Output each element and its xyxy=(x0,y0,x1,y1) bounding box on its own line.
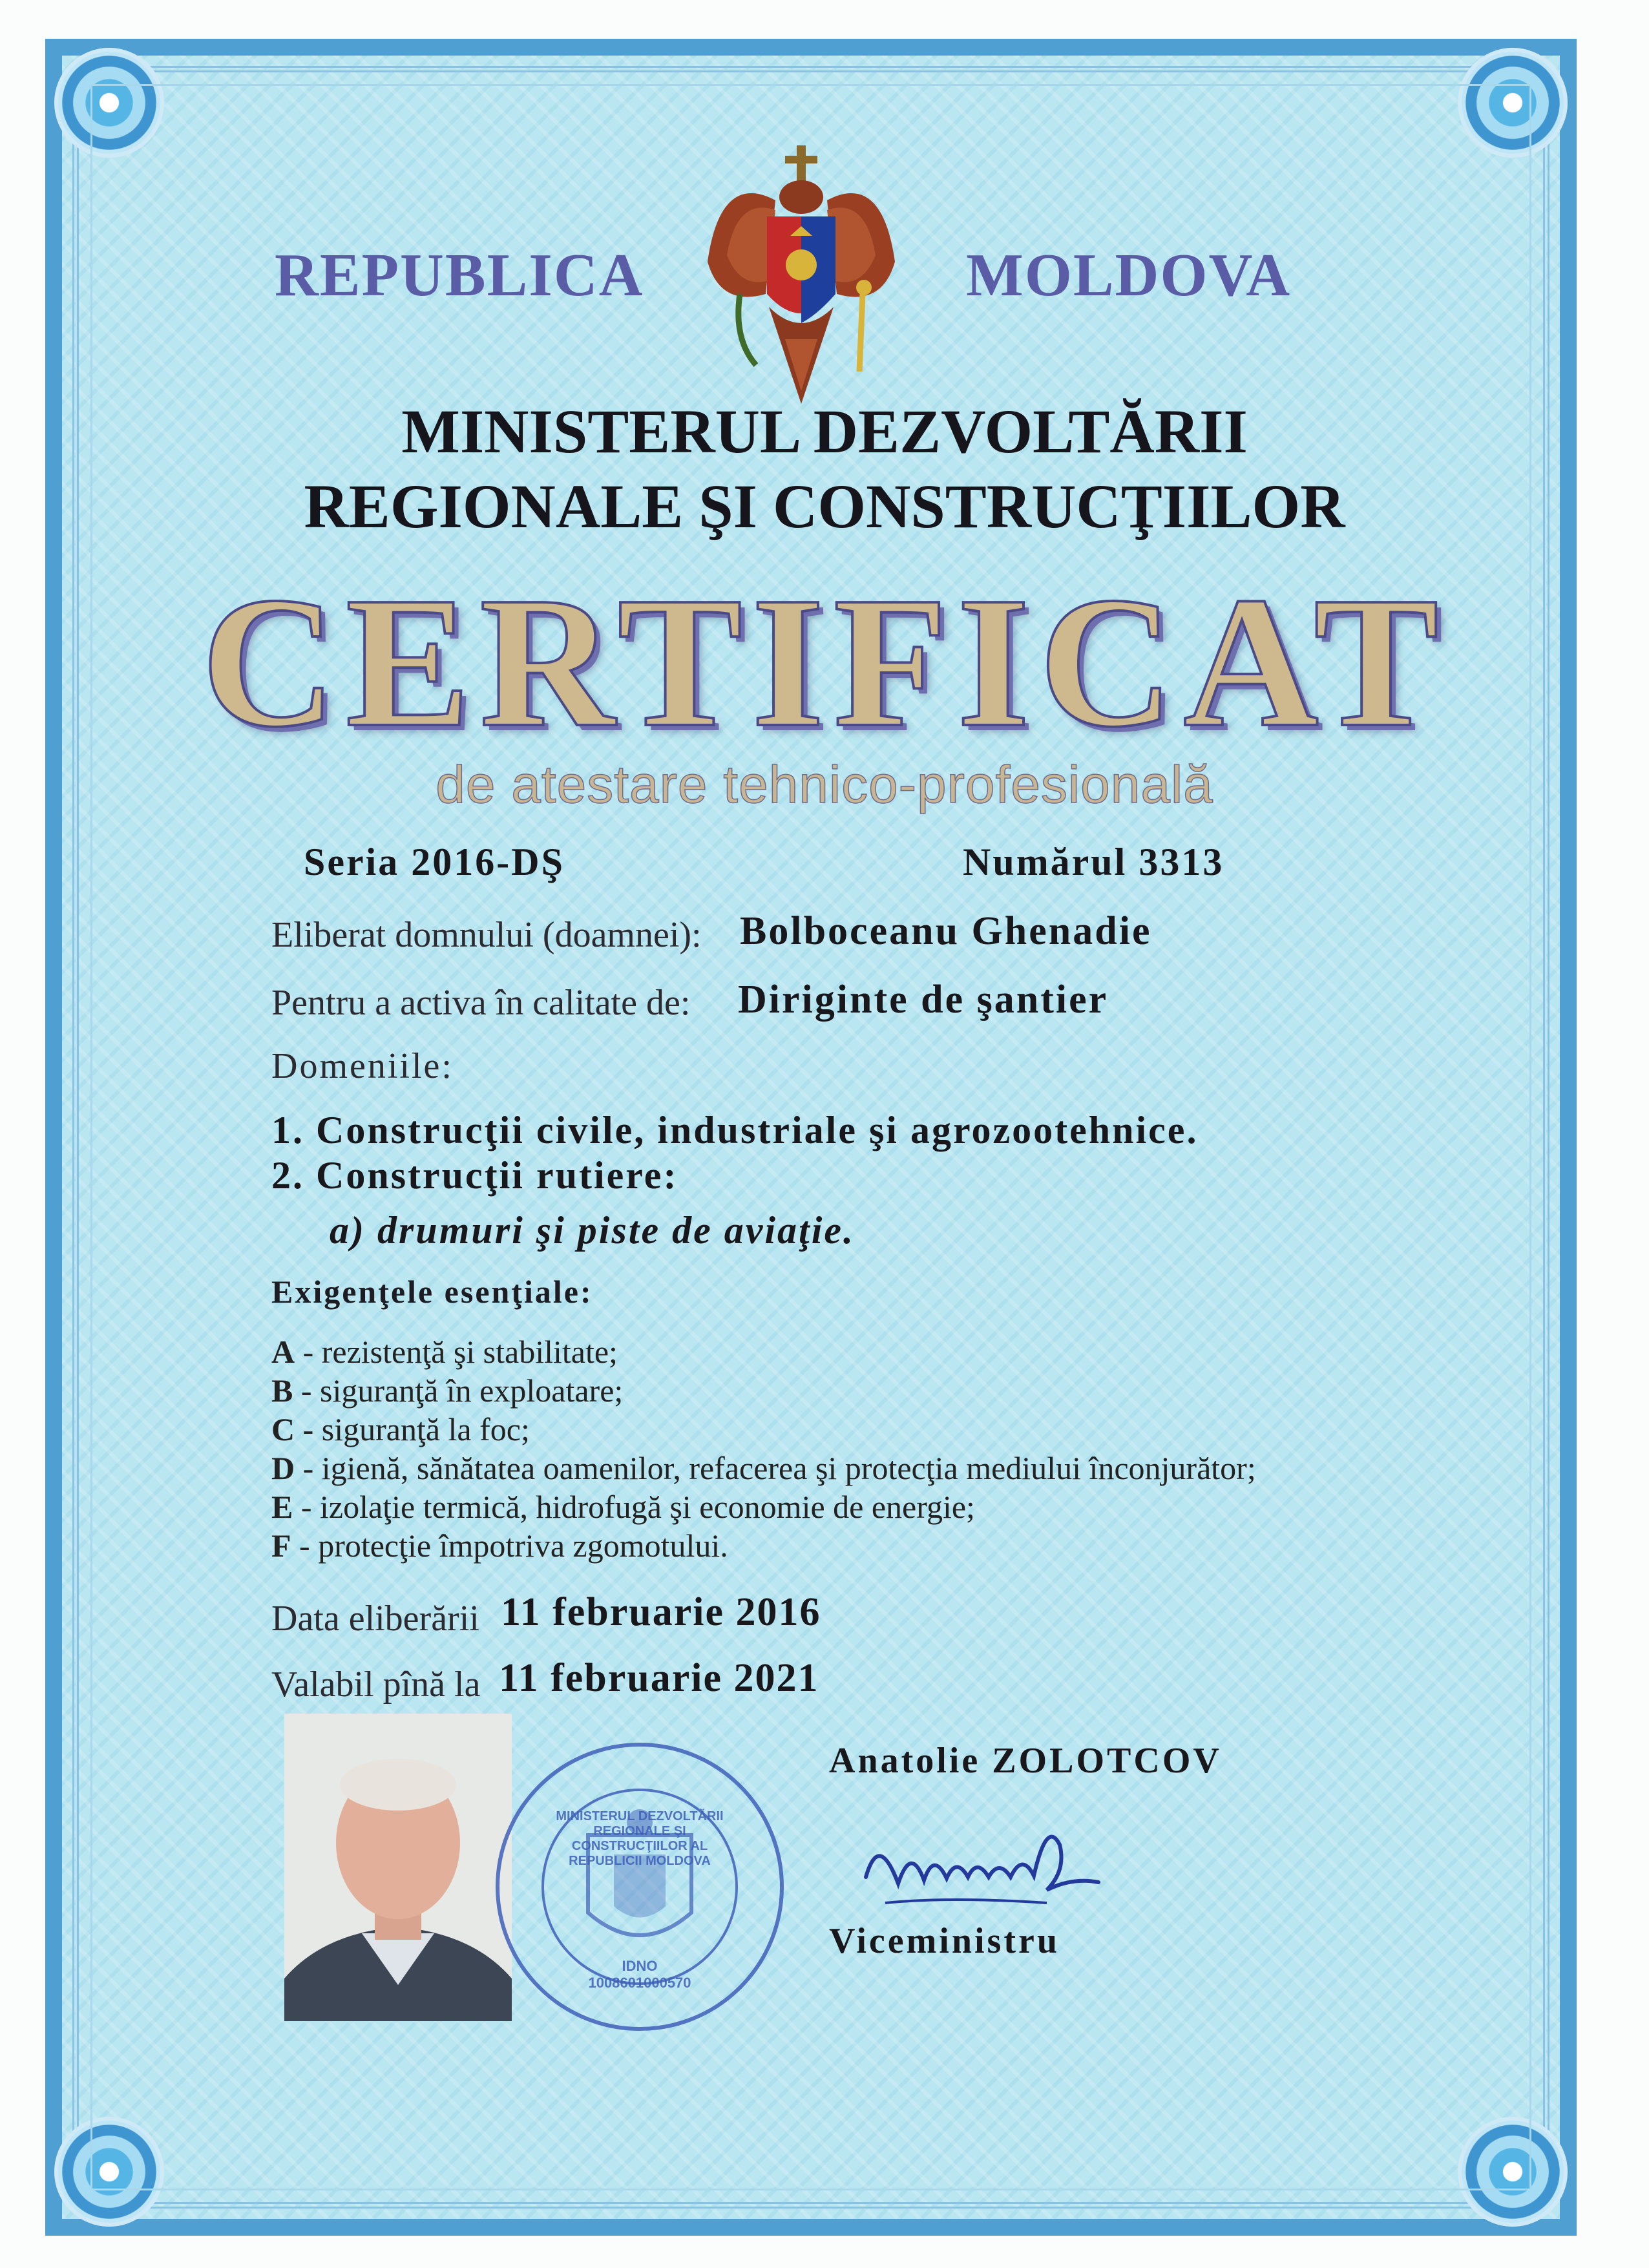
certificate-title: CERTIFICAT xyxy=(201,558,1448,766)
official-stamp xyxy=(491,1738,788,2035)
stamp-idno: IDNO 1008601000570 xyxy=(588,1958,691,1991)
requirement-d xyxy=(271,1449,1256,1487)
requirement-e xyxy=(271,1488,975,1526)
requirement-text: - izolaţie termică, hidrofugă şi economie de energie; xyxy=(293,1489,975,1525)
corner-rosette-bottom-left xyxy=(54,2117,164,2227)
signatory-name: Anatolie ZOLOTCOV xyxy=(829,1741,1222,1781)
country-right: MOLDOVA xyxy=(966,242,1292,309)
coat-of-arms-icon xyxy=(695,145,908,417)
ministry-line-1: MINISTERUL DEZVOLTĂRII xyxy=(401,397,1248,466)
corner-rosette-bottom-right xyxy=(1458,2117,1568,2227)
stamp-text: MINISTERUL DEZVOLTĂRII REGIONALE ŞI CONSTRUCŢIILOR AL REPUBLICII MOLDOVA xyxy=(556,1809,724,1868)
ministry-line-2: REGIONALE ŞI CONSTRUCŢIILOR xyxy=(304,472,1345,541)
signatory-title: Viceministru xyxy=(829,1921,1060,1961)
country-left: REPUBLICA xyxy=(275,242,644,309)
signature-mark xyxy=(853,1806,1124,1919)
requirements-label: Exigenţele esenţiale: xyxy=(271,1274,593,1310)
requirement-code: C xyxy=(271,1411,295,1447)
certificate-subtitle: de atestare tehnico-profesională xyxy=(436,755,1213,814)
role-label: Pentru a activa în calitate de: xyxy=(271,983,691,1023)
requirement-f xyxy=(271,1527,728,1564)
corner-rosette-top-left xyxy=(54,48,164,158)
requirement-code: E xyxy=(271,1489,293,1525)
issue-date-label: Data eliberării xyxy=(271,1599,479,1639)
requirement-text: - rezistenţă şi stabilitate; xyxy=(295,1334,618,1370)
certificate-number: Numărul 3313 xyxy=(963,841,1224,883)
domain-item-2a: a) drumuri şi piste de aviaţie. xyxy=(330,1209,855,1252)
requirement-c xyxy=(271,1411,530,1448)
requirement-text: - protecţie împotriva zgomotului. xyxy=(291,1528,728,1564)
requirement-code: B xyxy=(271,1372,293,1409)
valid-until-value: 11 februarie 2021 xyxy=(499,1656,819,1700)
corner-rosette-top-right xyxy=(1458,48,1568,158)
holder-photo xyxy=(284,1714,512,2021)
requirement-a xyxy=(271,1333,618,1370)
role-value: Diriginte de şantier xyxy=(738,978,1109,1022)
issued-to-label: Eliberat domnului (doamnei): xyxy=(271,915,702,955)
requirement-code: F xyxy=(271,1528,291,1564)
domain-item-2: 2. Construcţii rutiere: xyxy=(271,1154,678,1197)
holder-name: Bolboceanu Ghenadie xyxy=(740,909,1152,953)
domain-item-1: 1. Construcţii civile, industriale şi agrozootehnice. xyxy=(271,1109,1199,1151)
requirement-text: - igienă, sănătatea oamenilor, refacerea şi protecţia mediului înconjurător; xyxy=(295,1450,1256,1486)
requirement-code: A xyxy=(271,1334,295,1370)
requirement-text: - siguranţă în exploatare; xyxy=(293,1372,624,1409)
issue-date-value: 11 februarie 2016 xyxy=(501,1590,821,1634)
requirement-text: - siguranţă la foc; xyxy=(295,1411,530,1447)
requirement-b xyxy=(271,1372,623,1409)
series: Seria 2016-DŞ xyxy=(304,841,565,883)
domains-label: Domeniile: xyxy=(271,1046,454,1086)
requirement-code: D xyxy=(271,1450,295,1486)
valid-until-label: Valabil pînă la xyxy=(271,1664,481,1705)
